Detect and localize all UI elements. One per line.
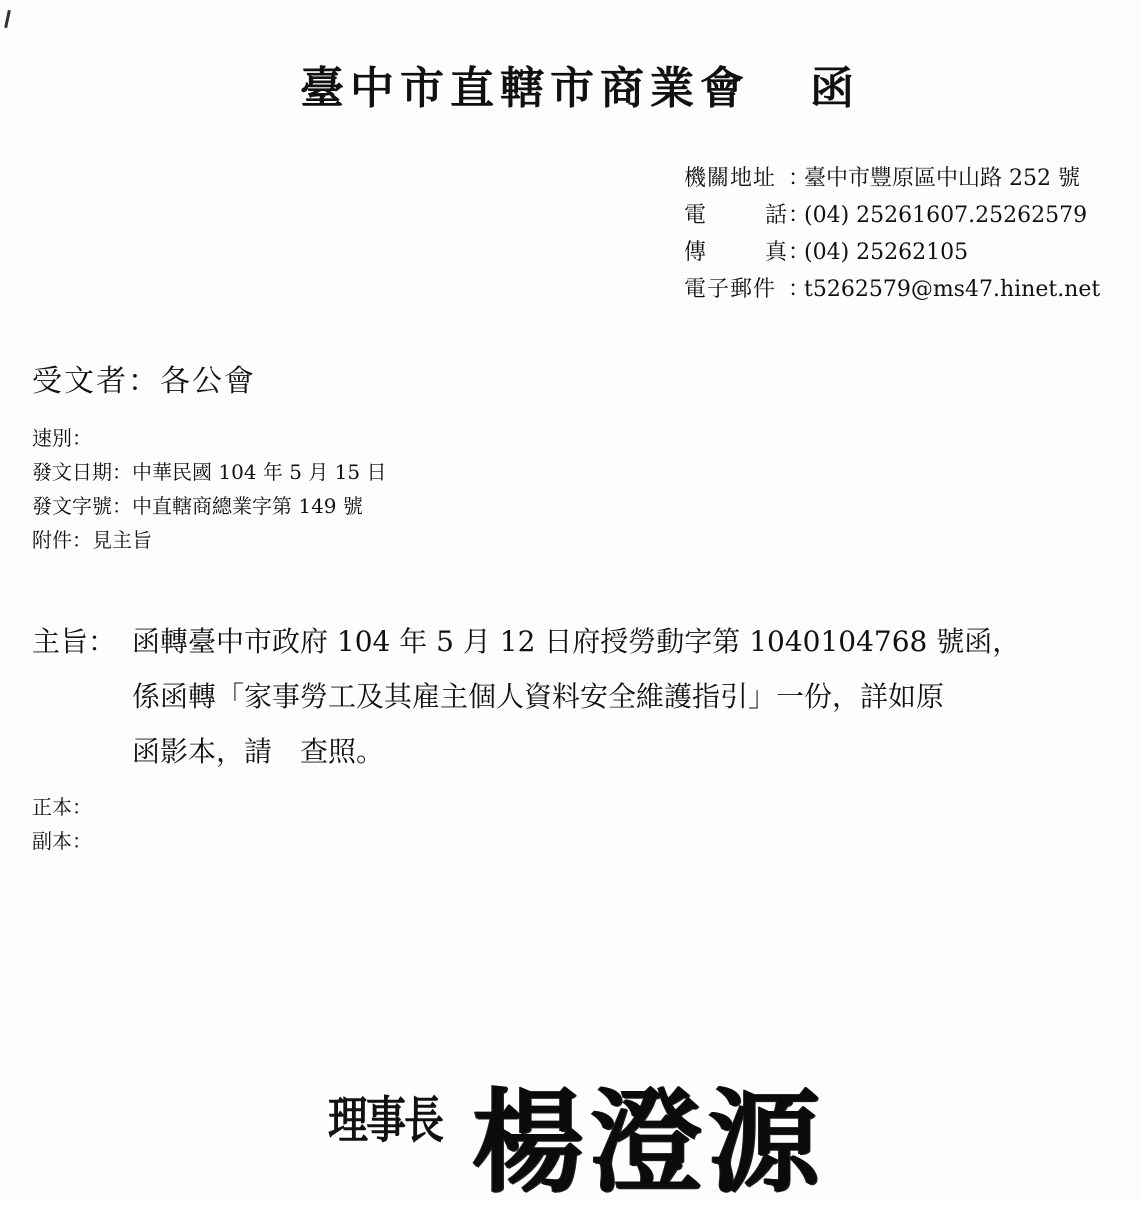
fax-row: 傳 真 ： (04) 25262105 [684,234,1100,271]
fax-label: 傳 真 [684,240,788,265]
subject-body [132,614,1132,779]
recipient-line: 受文者：各公會 [32,364,256,399]
original-row: 正本： [32,795,92,819]
org-name: 臺中市直轄市商業會 [300,63,750,114]
copies-block [32,790,92,858]
fax-value: (04) 25262105 [804,240,969,265]
subject-label: 主旨： [32,625,117,658]
speed-row: 速別： [32,426,92,450]
copy-row: 副本： [32,829,92,853]
address-label: 機關地址 [684,166,777,191]
email-label: 電子郵件 [684,277,777,302]
doc-type: 函 [810,63,860,114]
ref-row: 發文字號：中直轄商總業字第 149 號 [32,494,363,518]
email-row: 電子郵件 ： t5262579@ms47.hinet.net [684,271,1100,308]
recipient-value: 各公會 [160,364,256,399]
document-title [300,52,860,116]
date-row: 發文日期：中華民國 104 年 5 月 15 日 [32,460,387,484]
phone-label: 電 話 [684,203,788,228]
contact-block [684,160,1100,308]
meta-block [32,421,387,557]
recipient-label: 受文者 [32,364,128,399]
phone-value: (04) 25261607.25262579 [804,203,1088,228]
signature-name: 楊澄源 [472,1077,826,1208]
pen-mark [4,10,11,28]
attachment-row: 附件：見主旨 [32,528,152,552]
subject-line: 函轉臺中市政府 104 年 5 月 12 日府授勞動字第 1040104768 號函， [132,625,1021,658]
address-value: 臺中市豐原區中山路 252 號 [804,166,1080,191]
subject-line: 函影本，請 查照。 [132,735,385,768]
email-value: t5262579@ms47.hinet.net [804,277,1101,302]
address-row: 機關地址 ： 臺中市豐原區中山路 252 號 [684,160,1100,197]
subject-line: 係函轉「家事勞工及其雇主個人資料安全維護指引」一份，詳如原 [132,680,945,713]
phone-row: 電 話 ： (04) 25261607.25262579 [684,197,1100,234]
signature-stamp [320,1045,860,1208]
signature-role: 理事長 [328,1091,442,1150]
